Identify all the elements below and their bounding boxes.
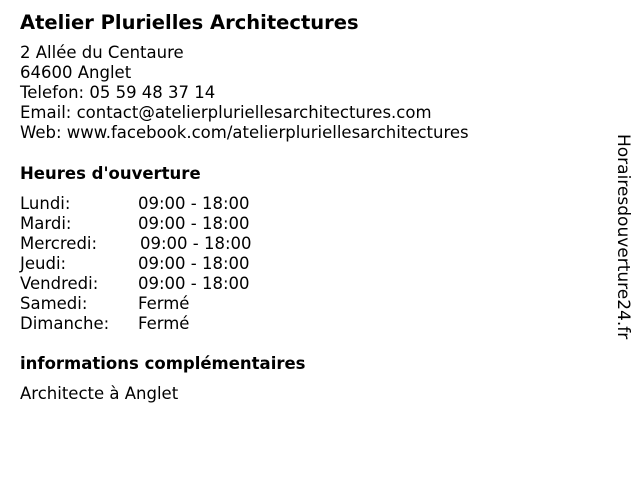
time-value: Fermé (138, 294, 190, 313)
business-name: Atelier Plurielles Architectures (20, 11, 359, 34)
day-label: Dimanche: (20, 314, 110, 333)
additional-info-text: Architecte à Anglet (20, 384, 179, 403)
time-value: 09:00 - 18:00 (138, 194, 250, 213)
time-value: 09:00 - 18:00 (138, 274, 250, 293)
site-watermark (612, 134, 636, 374)
web-text: Web: www.facebook.com/atelierpluriellesarchitectures (20, 123, 469, 142)
time-value: 09:00 - 18:00 (138, 214, 250, 233)
day-label: Vendredi: (20, 274, 99, 293)
opening-hours-table (20, 194, 320, 334)
day-label: Samedi: (20, 294, 88, 313)
hours-row-wednesday (20, 234, 320, 254)
day-label: Mercredi: (20, 234, 98, 253)
day-label: Jeudi: (20, 254, 67, 273)
contact-block (20, 43, 469, 143)
time-value: Fermé (138, 314, 190, 333)
hours-row-tuesday (20, 214, 320, 234)
hours-row-thursday (20, 254, 320, 274)
phone-text: Telefon: 05 59 48 37 14 (20, 83, 216, 102)
day-label: Lundi: (20, 194, 71, 213)
opening-hours-heading: Heures d'ouverture (20, 164, 201, 183)
time-value: 09:00 - 18:00 (140, 234, 252, 253)
hours-row-friday (20, 274, 320, 294)
time-value: 09:00 - 18:00 (138, 254, 250, 273)
day-label: Mardi: (20, 214, 72, 233)
additional-info-heading: informations complémentaires (20, 354, 306, 373)
hours-row-saturday (20, 294, 320, 314)
address-street: 2 Allée du Centaure (20, 43, 184, 62)
hours-row-monday (20, 194, 320, 214)
address-city: 64600 Anglet (20, 63, 132, 82)
email-text: Email: contact@atelierpluriellesarchitectures.com (20, 103, 432, 122)
watermark-text: Horairesdouverture24.fr (613, 134, 633, 340)
hours-row-sunday (20, 314, 320, 334)
